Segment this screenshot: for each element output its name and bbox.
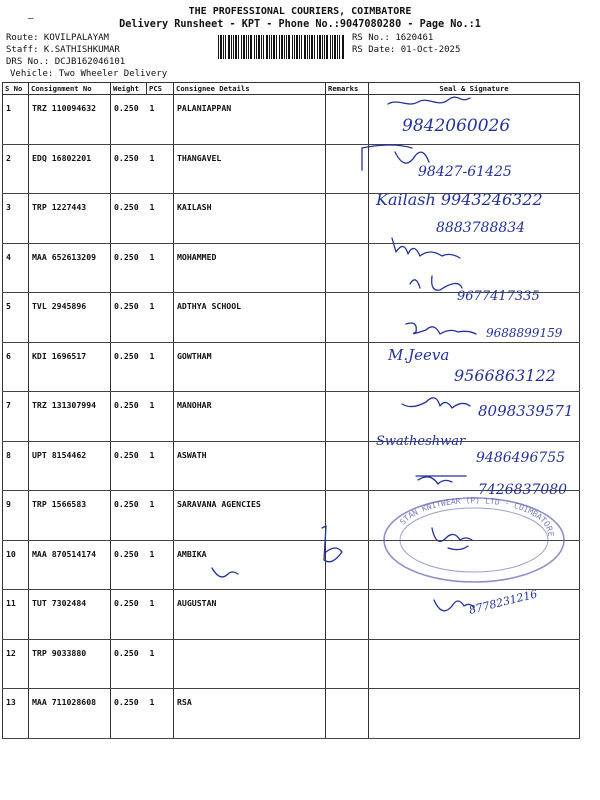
cell-remarks [326,95,369,145]
cell-sno: 8 [3,441,29,491]
cell-sno: 2 [3,144,29,194]
barcode-bar [271,35,272,59]
cell-consignee: KAILASH [174,194,326,244]
cell-sno: 6 [3,342,29,392]
table-row [3,639,580,689]
barcode-bar [319,35,321,59]
cell-consignee: ADTHYA SCHOOL [174,293,326,343]
barcode-bar [235,35,237,59]
barcode-bar [220,35,222,59]
cell-weight: 0.250 [111,540,147,590]
cell-pcs: 1 [147,540,174,590]
barcode-bar [248,35,249,59]
handwritten-phone-1: 9842060026 [402,116,511,136]
cell-remarks [326,491,369,541]
cell-weight: 0.250 [111,590,147,640]
table-row [3,590,580,640]
barcode-bar [339,35,340,59]
barcode-bar [337,35,338,59]
cell-remarks [326,441,369,491]
staff-label: Staff: K.SATHISHKUMAR [6,45,120,55]
cell-sno: 3 [3,194,29,244]
cell-consignee: PALANIAPPAN [174,95,326,145]
cell-consignee: MANOHAR [174,392,326,442]
barcode-bar [225,35,226,59]
barcode-bar [288,35,290,59]
cell-consignment: EDQ 16802201 [29,144,111,194]
cell-pcs: 1 [147,342,174,392]
cell-signature [369,441,580,491]
cell-consignment: MAA 870514174 [29,540,111,590]
cell-sno: 10 [3,540,29,590]
barcode [218,35,346,59]
barcode-bar [304,35,306,59]
cell-signature [369,342,580,392]
cell-weight: 0.250 [111,243,147,293]
runsheet-table [2,82,580,739]
company-title: THE PROFESSIONAL COURIERS, COIMBATORE [188,6,412,17]
col-weight: Weight [111,83,147,95]
table-header-row [3,83,580,95]
runsheet-title: Delivery Runsheet - KPT - Phone No.:9047080280 - Page No.:1 [119,19,481,30]
barcode-bar [296,35,298,59]
drs-label: DRS No.: DCJB162046101 [6,57,126,67]
cell-signature [369,639,580,689]
handwritten-phone-2: 98427-61425 [418,164,512,180]
cell-consignment: MAA 652613209 [29,243,111,293]
barcode-bar [246,35,247,59]
table-row [3,689,580,739]
barcode-bar [266,35,268,59]
table-row [3,144,580,194]
handwritten-phone-13: 8778231216 [467,587,539,617]
barcode-bar [334,35,336,59]
table-row [3,441,580,491]
barcode-bar [314,35,315,59]
handwritten-phone-4: 8883788834 [436,220,526,236]
cell-signature [369,590,580,640]
barcode-bar [322,35,323,59]
barcode-bar [273,35,275,59]
cell-pcs: 1 [147,194,174,244]
cell-weight: 0.250 [111,491,147,541]
handwritten-name-9: Swatheshwar [376,434,466,449]
cell-consignee: AUGUSTAN [174,590,326,640]
cell-signature [369,491,580,541]
barcode-bar [218,35,219,59]
table-row [3,95,580,145]
cell-pcs: 1 [147,293,174,343]
cell-remarks [326,392,369,442]
barcode-bar [330,35,331,59]
barcode-bar [311,35,313,59]
cell-sno: 13 [3,689,29,739]
cell-weight: 0.250 [111,342,147,392]
cell-weight: 0.250 [111,95,147,145]
cell-pcs: 1 [147,441,174,491]
cell-pcs: 1 [147,95,174,145]
cell-consignment: TRZ 131307994 [29,392,111,442]
barcode-bar [301,35,302,59]
barcode-bar [317,35,318,59]
barcode-bar [256,35,257,59]
cell-consignment: KDI 1696517 [29,342,111,392]
cell-remarks [326,194,369,244]
cell-sno: 9 [3,491,29,541]
col-sno: S No [3,83,29,95]
cell-sno: 4 [3,243,29,293]
cell-consignment: TUT 7302484 [29,590,111,640]
barcode-bar [307,35,308,59]
cell-pcs: 1 [147,689,174,739]
cell-signature [369,194,580,244]
barcode-bar [332,35,333,59]
cell-consignment: MAA 711028608 [29,689,111,739]
cell-pcs: 1 [147,639,174,689]
barcode-bar [231,35,232,59]
barcode-bar [238,35,239,59]
col-consignment: Consignment No [29,83,111,95]
table-row [3,491,580,541]
rs-date: RS Date: 01-Oct-2025 [352,45,461,55]
cell-signature [369,144,580,194]
barcode-bar [292,35,293,59]
cell-signature [369,293,580,343]
cell-consignee: THANGAVEL [174,144,326,194]
cell-weight: 0.250 [111,441,147,491]
barcode-bar [276,35,277,59]
table-row [3,540,580,590]
cell-signature [369,95,580,145]
svg-text:STAN KNITWEAR (P) LTD · COIMBA: STAN KNITWEAR (P) LTD · COIMBATORE [398,495,556,537]
route-label: Route: KOVILPALAYAM [6,33,109,43]
barcode-bar [284,35,285,59]
cell-weight: 0.250 [111,689,147,739]
cell-consignment: TRP 9033880 [29,639,111,689]
barcode-bar [263,35,264,59]
cell-pcs: 1 [147,590,174,640]
rs-number: RS No.: 1620461 [352,33,434,43]
cell-remarks [326,293,369,343]
cell-consignment: UPT 8154462 [29,441,111,491]
cell-remarks [326,540,369,590]
cell-consignment: TRP 1227443 [29,194,111,244]
barcode-bar [243,35,245,59]
barcode-bar [261,35,262,59]
barcode-bar [286,35,287,59]
handwritten-phone-6: 9688899159 [486,326,563,340]
handwritten-name-phone-3: Kailash 9943246322 [376,190,543,209]
col-consignee: Consignee Details [174,83,326,95]
handwritten-phone-5: 9677417335 [457,289,540,304]
barcode-bar [258,35,260,59]
cell-consignee: ASWATH [174,441,326,491]
cell-consignee [174,639,326,689]
cell-consignment: TRZ 110094632 [29,95,111,145]
cell-remarks [326,342,369,392]
barcode-bar [250,35,252,59]
cell-weight: 0.250 [111,293,147,343]
cell-signature [369,540,580,590]
cell-pcs: 1 [147,144,174,194]
barcode-bar [342,35,344,59]
cell-consignee: AMBIKA [174,540,326,590]
cell-sno: 12 [3,639,29,689]
handwritten-phone-9: 9486496755 [476,450,566,466]
barcode-bar [223,35,224,59]
table-row [3,392,580,442]
cell-sno: 11 [3,590,29,640]
col-signature: Seal & Signature [369,83,580,95]
barcode-bar [299,35,300,59]
cell-pcs: 1 [147,491,174,541]
table-row [3,194,580,244]
barcode-bar [269,35,270,59]
handwritten-phone-8: 8098339571 [478,402,574,420]
barcode-bar [228,35,230,59]
barcode-bar [241,35,242,59]
barcode-bar [309,35,310,59]
cell-remarks [326,639,369,689]
cell-consignee: RSA [174,689,326,739]
handwritten-name-7: M.Jeeva [388,346,450,364]
cell-consignment: TRP 1566583 [29,491,111,541]
barcode-bar [233,35,234,59]
cell-signature [369,243,580,293]
cell-pcs: 1 [147,243,174,293]
barcode-bar [294,35,295,59]
corner-mark: — [28,14,34,24]
cell-sno: 1 [3,95,29,145]
col-pcs: PCS [147,83,174,95]
cell-remarks [326,144,369,194]
cell-remarks [326,590,369,640]
handwritten-phone-7: 9566863122 [454,366,556,385]
cell-weight: 0.250 [111,194,147,244]
cell-consignment: TVL 2945896 [29,293,111,343]
cell-pcs: 1 [147,392,174,442]
barcode-bar [279,35,280,59]
cell-sno: 7 [3,392,29,442]
cell-remarks [326,243,369,293]
cell-signature [369,689,580,739]
cell-consignee: MOHAMMED [174,243,326,293]
barcode-bar [326,35,328,59]
cell-sno: 5 [3,293,29,343]
cell-remarks [326,689,369,739]
cell-weight: 0.250 [111,392,147,442]
col-remarks: Remarks [326,83,369,95]
table-row [3,243,580,293]
barcode-bar [254,35,255,59]
cell-signature [369,392,580,442]
cell-weight: 0.250 [111,639,147,689]
barcode-bar [324,35,325,59]
cell-weight: 0.250 [111,144,147,194]
cell-consignee: SARAVANA AGENCIES [174,491,326,541]
table-row [3,293,580,343]
cell-consignee: GOWTHAM [174,342,326,392]
handwritten-phone-10: 7426837080 [478,482,568,498]
table-row [3,342,580,392]
barcode-bar [281,35,283,59]
vehicle-label: Vehicle: Two Wheeler Delivery [10,69,168,79]
